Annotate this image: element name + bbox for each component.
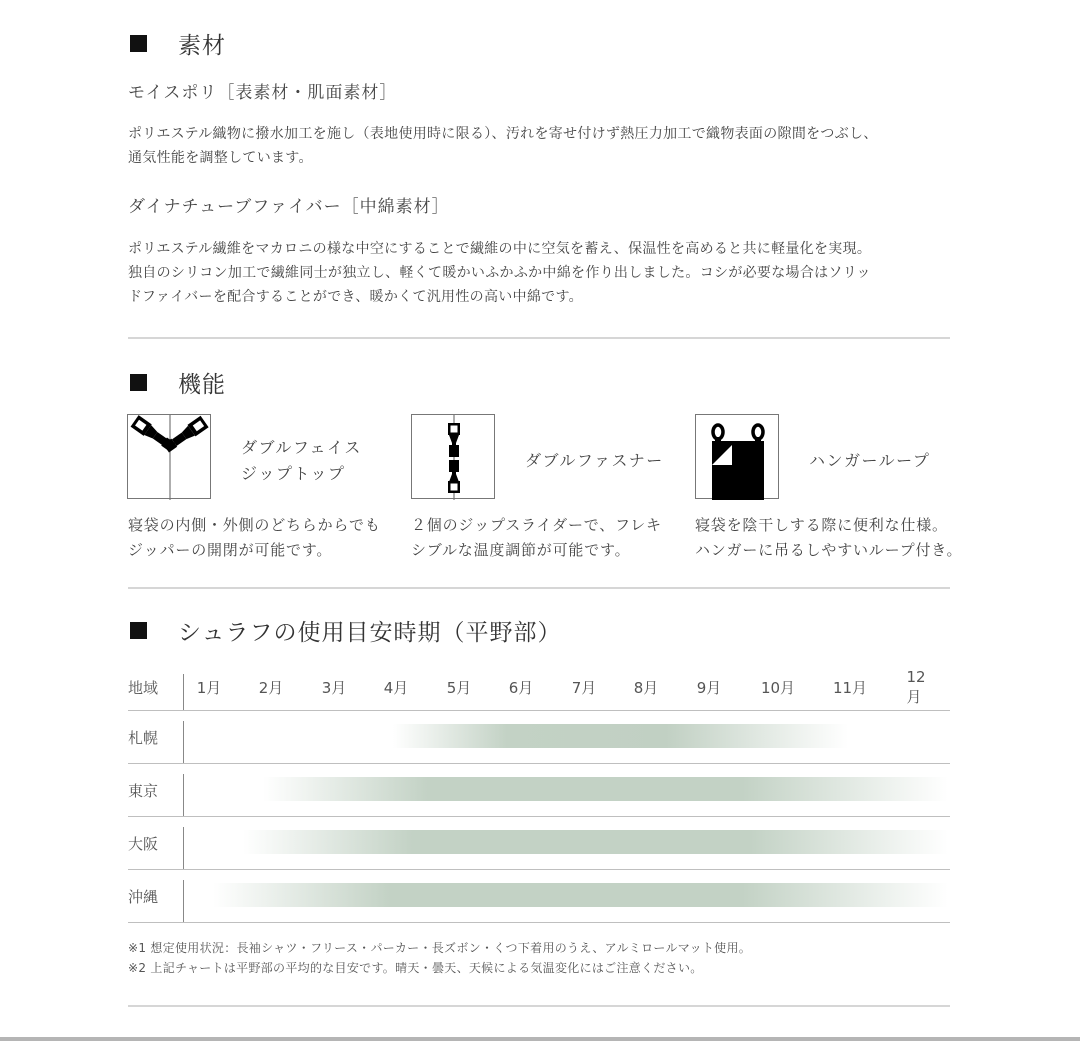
material-desc-dynatube (128, 237, 958, 309)
column-divider (183, 721, 184, 763)
month-label: 6月 (508, 678, 534, 697)
footnote-2: ※2 上記チャートは平野部の平均的な目安です。晴天・曇天、天候による気温変化にはご注意ください。 (128, 961, 703, 975)
materials-section-heading (130, 27, 226, 60)
season-bar-okinawa (213, 883, 948, 907)
section-divider (128, 1005, 950, 1007)
feature-label-line: ハンガーループ (809, 451, 931, 470)
region-label: 沖縄 (128, 887, 159, 906)
paragraph-line: 通気性能を調整しています。 (128, 150, 313, 166)
month-label: 11月 (832, 678, 868, 697)
feature-desc-double-fastener (411, 513, 662, 563)
season-bar-osaka (243, 830, 948, 854)
features-heading-text: 機能 (178, 372, 226, 398)
heading-square-icon (130, 374, 147, 391)
feature-label-double-face-zip-top (241, 435, 362, 487)
heading-square-icon (130, 35, 147, 52)
column-divider (183, 774, 184, 816)
material-title-moispoly: モイスポリ［表素材・肌面素材］ (128, 83, 398, 103)
feature-desc-line: 寝袋の内側・外側のどちらからでも (128, 516, 381, 534)
paragraph-line: ポリエステル繊維をマカロニの様な中空にすることで繊維の中に空気を蓄え、保温性を高めると共に軽量化を実現。 (128, 241, 872, 257)
feature-desc-line: シブルな温度調節が可能です。 (411, 541, 631, 559)
heading-square-icon (130, 622, 147, 639)
chart-header-row (128, 664, 950, 711)
month-label: 5月 (446, 678, 472, 697)
material-desc-moispoly (128, 122, 958, 170)
double-face-zip-top-icon (127, 414, 211, 499)
month-label: 3月 (321, 678, 347, 697)
paragraph-line: ドファイバーを配合することができ、暖かくて汎用性の高い中綿です。 (128, 289, 583, 305)
footnote-1: ※1 想定使用状況：長袖シャツ・フリース・パーカー・長ズボン・くつ下着用のうえ、アルミロールマット使用。 (128, 941, 752, 955)
double-fastener-icon (411, 414, 495, 499)
feature-desc-line: ハンガーに吊るしやすいループ付き。 (695, 541, 963, 559)
feature-desc-hanger-loop (695, 513, 962, 563)
season-heading-text: シュラフの使用目安時期（平野部） (178, 620, 562, 646)
chart-row-sapporo (128, 711, 950, 764)
month-label: 1月 (196, 678, 222, 697)
month-label: 4月 (383, 678, 409, 697)
month-label: 7月 (571, 678, 597, 697)
feature-label-line: ジップトップ (241, 464, 346, 483)
season-section-heading (130, 614, 562, 647)
month-label: 2月 (258, 678, 284, 697)
feature-desc-line: ２個のジップスライダーで、フレキ (411, 516, 662, 534)
feature-desc-double-face-zip-top (128, 513, 381, 563)
region-label: 東京 (128, 781, 159, 800)
column-divider (183, 827, 184, 869)
chart-row-tokyo (128, 764, 950, 817)
region-label: 札幌 (128, 728, 159, 747)
feature-label-line: ダブルフェイス (241, 438, 362, 457)
feature-desc-line: 寝袋を陰干しする際に便利な仕様。 (695, 516, 948, 534)
region-column-header: 地域 (128, 678, 159, 697)
feature-label-line: ダブルファスナー (525, 451, 664, 470)
material-title-dynatube: ダイナチューブファイバー［中綿素材］ (128, 197, 450, 217)
paragraph-line: ポリエステル織物に撥水加工を施し（表地使用時に限る）、汚れを寄せ付けず熱圧力加工で織物表面の隙間をつぶし、 (128, 126, 878, 142)
chart-row-osaka (128, 817, 950, 870)
season-bar-tokyo (263, 777, 948, 801)
chart-row-okinawa (128, 870, 950, 923)
feature-desc-line: ジッパーの開閉が可能です。 (128, 541, 333, 559)
month-label: 12月 (906, 667, 926, 706)
season-chart (128, 664, 950, 923)
month-label: 10月 (760, 678, 796, 697)
column-divider (183, 880, 184, 922)
materials-heading-text: 素材 (178, 33, 226, 59)
section-divider (128, 587, 950, 589)
feature-label-double-fastener (525, 448, 664, 474)
month-label: 8月 (633, 678, 659, 697)
season-bar-sapporo (393, 724, 848, 748)
region-label: 大阪 (128, 834, 159, 853)
hanger-loop-icon (695, 414, 779, 499)
section-divider (128, 337, 950, 339)
feature-label-hanger-loop (809, 448, 930, 474)
column-divider (183, 674, 184, 710)
page-bottom-edge (0, 1037, 1080, 1041)
month-label: 9月 (696, 678, 722, 697)
paragraph-line: 独自のシリコン加工で繊維同士が独立し、軽くて暖かいふかふか中綿を作り出しました。コシが必要な場合はソリッ (128, 265, 871, 281)
features-section-heading (130, 366, 226, 399)
